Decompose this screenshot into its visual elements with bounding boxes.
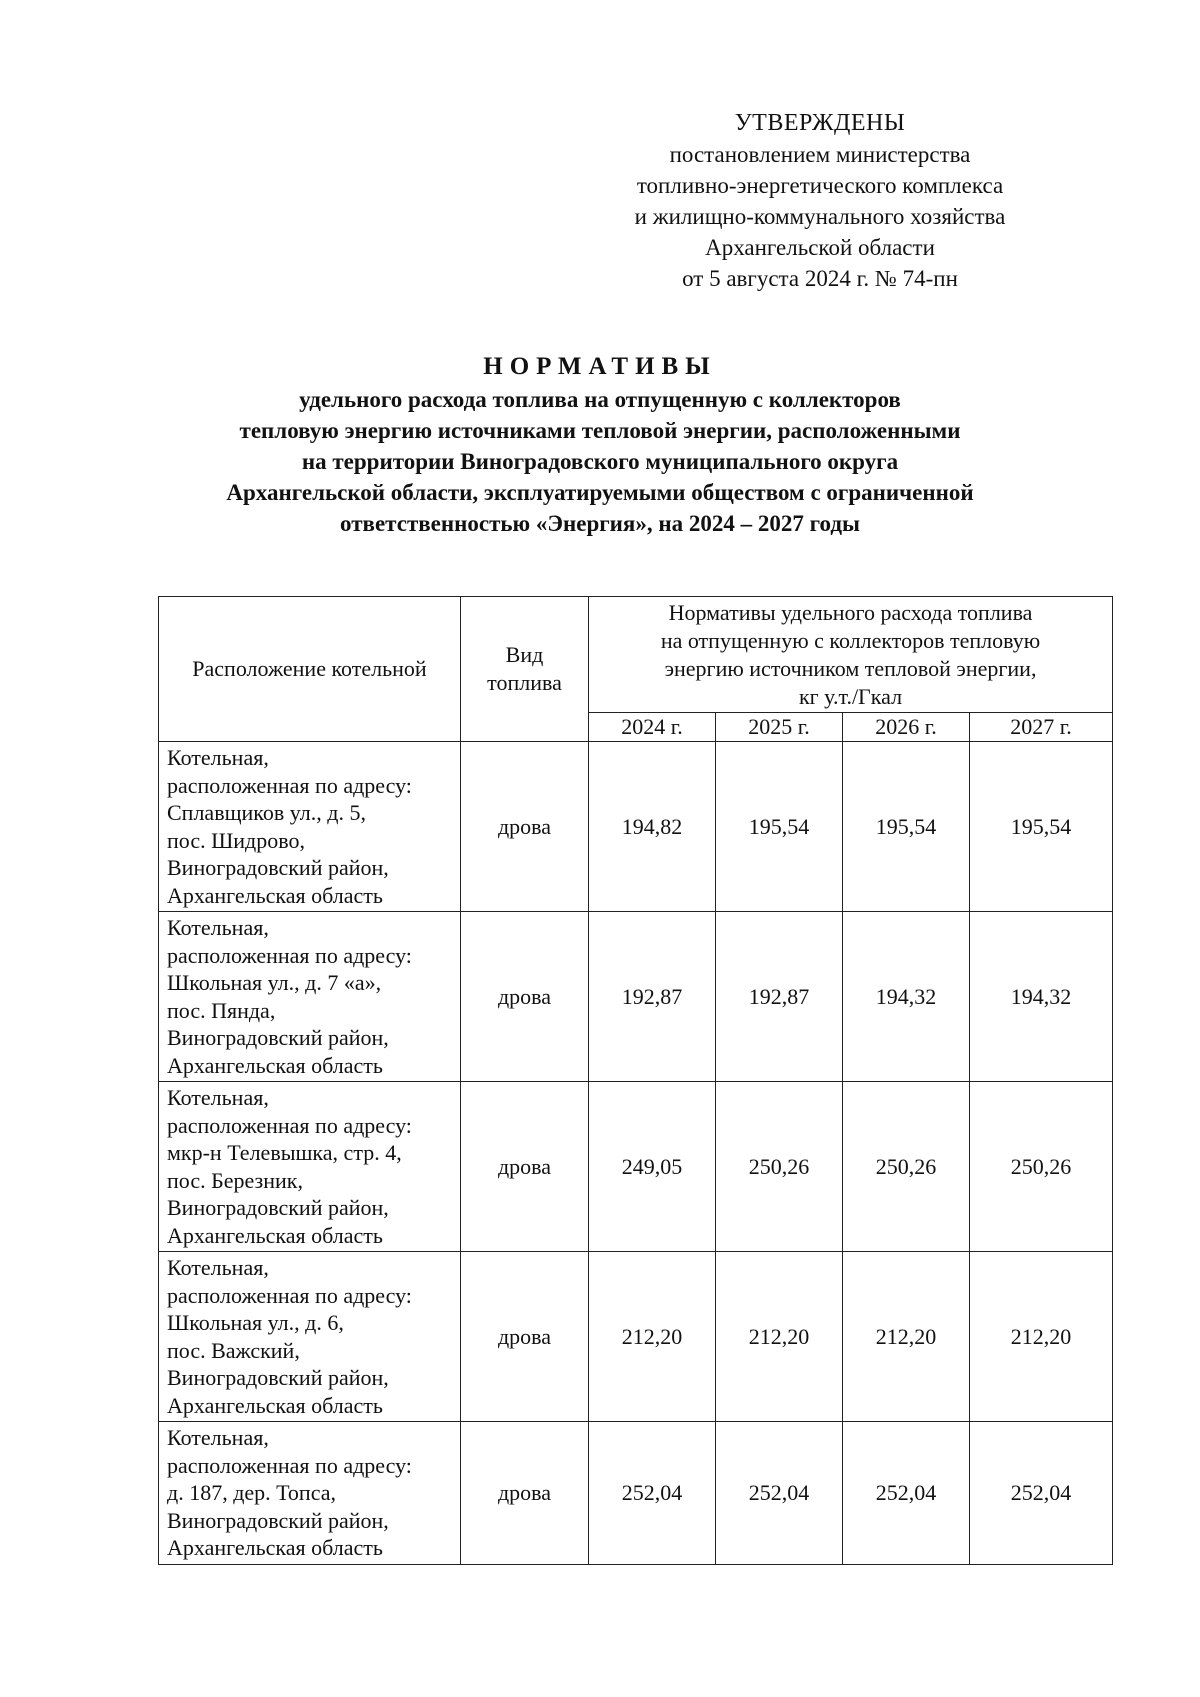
location-line: расположенная по адресу: — [167, 942, 412, 968]
header-norms-unit: кг у.т./Гкал — [798, 683, 903, 709]
norm-value-cell: 212,20 — [970, 1252, 1113, 1422]
norm-value-cell: 194,32 — [843, 912, 970, 1082]
table-row — [159, 1422, 1113, 1565]
location-line: Котельная, — [167, 1425, 269, 1450]
norm-value-cell: 252,04 — [843, 1422, 970, 1565]
fuel-type-cell: дрова — [461, 912, 589, 1082]
location-line: Архангельская область — [167, 1535, 383, 1560]
norm-value-cell: 194,82 — [589, 742, 716, 912]
location-line: Виноградовский район, — [167, 855, 389, 880]
location-line: Котельная, — [167, 745, 269, 770]
norm-value-cell: 194,32 — [970, 912, 1113, 1082]
header-norms — [589, 597, 1113, 713]
norm-value-cell: 252,04 — [589, 1422, 716, 1565]
location-line: расположенная по адресу: — [167, 772, 412, 798]
norm-value-cell: 195,54 — [970, 742, 1113, 912]
location-line: Архангельская область — [167, 1052, 383, 1078]
location-line: Котельная, — [167, 1085, 269, 1110]
location-line: д. 187, дер. Топса, — [167, 1480, 337, 1505]
header-year: 2024 г. — [589, 713, 716, 742]
norm-value-cell: 192,87 — [589, 912, 716, 1082]
approval-heading: УТВЕРЖДЕНЫ — [734, 110, 906, 136]
fuel-type-cell: дрова — [461, 742, 589, 912]
norm-value-cell: 212,20 — [716, 1252, 843, 1422]
norm-value-cell: 212,20 — [843, 1252, 970, 1422]
header-year: 2027 г. — [970, 713, 1113, 742]
location-line: мкр-н Телевышка, стр. 4, — [167, 1140, 402, 1165]
location-line: Виноградовский район, — [167, 1025, 389, 1050]
fuel-type-cell: дрова — [461, 1252, 589, 1422]
location-line: Виноградовский район, — [167, 1507, 389, 1533]
title-line: Архангельской области, эксплуатируемыми обществом с ограниченной — [226, 480, 974, 505]
norm-value-cell: 250,26 — [716, 1082, 843, 1252]
location-line: расположенная по адресу: — [167, 1112, 412, 1138]
norm-value-cell: 252,04 — [716, 1422, 843, 1565]
location-line: пос. Важский, — [167, 1337, 300, 1363]
approval-date-line: от 5 августа 2024 г. № 74-пн — [682, 266, 958, 291]
norm-value-cell: 192,87 — [716, 912, 843, 1082]
boiler-location-cell — [159, 1082, 461, 1252]
norm-value-cell: 249,05 — [589, 1082, 716, 1252]
header-fuel-line: топлива — [487, 670, 562, 695]
norm-value-cell: 250,26 — [970, 1082, 1113, 1252]
location-line: Виноградовский район, — [167, 1365, 389, 1390]
location-line: Архангельская область — [167, 1392, 383, 1418]
location-line: Сплавщиков ул., д. 5, — [167, 800, 366, 825]
norm-value-cell: 250,26 — [843, 1082, 970, 1252]
title-line: тепловую энергию источниками тепловой энергии, расположенными — [239, 418, 961, 443]
header-norms-line: энергию источником тепловой энергии, — [664, 655, 1037, 681]
boiler-location-cell — [159, 1422, 461, 1565]
approval-block — [560, 108, 1080, 294]
table-row — [159, 1252, 1113, 1422]
location-line: Котельная, — [167, 1255, 269, 1280]
header-norms-line: Нормативы удельного расхода топлива — [668, 599, 1033, 625]
document-title-block — [150, 350, 1050, 539]
location-line: Архангельская область — [167, 1222, 383, 1248]
location-line: Архангельская область — [167, 882, 383, 908]
header-year: 2026 г. — [843, 713, 970, 742]
header-norms-line: на отпущенную с коллекторов тепловую — [660, 627, 1041, 653]
title-line: ответственностью «Энергия», на 2024 – 2027 годы — [340, 511, 860, 536]
norm-value-cell: 195,54 — [716, 742, 843, 912]
table-row — [159, 1082, 1113, 1252]
norm-value-cell: 212,20 — [589, 1252, 716, 1422]
boiler-location-cell — [159, 742, 461, 912]
location-line: Школьная ул., д. 6, — [167, 1310, 344, 1335]
title-line: на территории Виноградовского муниципального округа — [301, 449, 899, 474]
approval-line: постановлением министерства — [669, 142, 971, 167]
location-line: пос. Пянда, — [167, 997, 276, 1023]
norm-value-cell: 252,04 — [970, 1422, 1113, 1565]
location-line: пос. Березник, — [167, 1167, 303, 1193]
title-line: удельного расхода топлива на отпущенную с коллекторов — [299, 387, 901, 412]
header-fuel-line: Вид — [505, 642, 544, 667]
location-line: расположенная по адресу: — [167, 1452, 412, 1478]
table-row — [159, 912, 1113, 1082]
location-line: Школьная ул., д. 7 «а», — [167, 970, 382, 995]
boiler-location-cell — [159, 1252, 461, 1422]
document-title: НОРМАТИВЫ — [483, 353, 717, 380]
norms-table — [158, 596, 1113, 1565]
header-year: 2025 г. — [716, 713, 843, 742]
fuel-type-cell: дрова — [461, 1082, 589, 1252]
approval-line: и жилищно-коммунального хозяйства — [634, 204, 1006, 229]
approval-line: Архангельской области — [705, 235, 935, 260]
fuel-type-cell: дрова — [461, 1422, 589, 1565]
location-line: пос. Шидрово, — [167, 827, 305, 853]
table-row — [159, 742, 1113, 912]
location-line: Котельная, — [167, 915, 269, 940]
boiler-location-cell — [159, 912, 461, 1082]
header-location: Расположение котельной — [159, 597, 461, 742]
norm-value-cell: 195,54 — [843, 742, 970, 912]
header-fuel-type — [461, 597, 589, 742]
location-line: расположенная по адресу: — [167, 1282, 412, 1308]
approval-line: топливно-энергетического комплекса — [636, 173, 1004, 198]
location-line: Виноградовский район, — [167, 1195, 389, 1220]
